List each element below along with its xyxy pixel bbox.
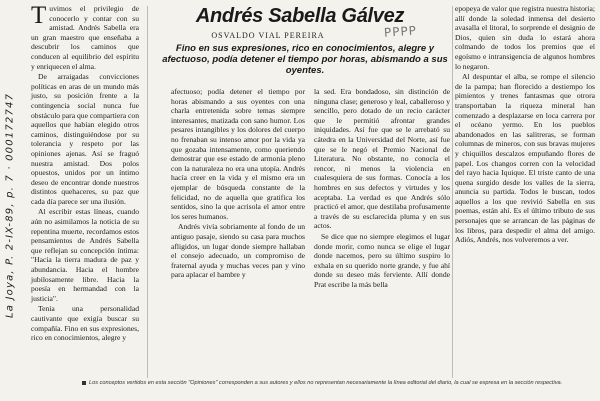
paragraph: afectuoso; podía detener el tiempo por horas abismando a sus oyentes con una charla entretenida sobre temas siempre interesantes, matizada con sano humor. Los pesares intangibles y los dolores del cuerpo no frenaban su intenso amor por la vida ya que gozaba intensamente, como queriendo demostrar que ese estado de armonía pleno con la naturaleza no era una utopía. Andrés hacía creer en la vida y el mismo era un ejemplar de búsqueda constante de la felicidad, no de aquella que gratifica los sentidos, sino la que acrisola el amor entre los seres humanos. (171, 87, 305, 221)
disclaimer-footer (82, 380, 594, 387)
paragraph: Al escribir estas líneas, cuando aún no asimilamos la noticia de su repentina muerte, recordamos estos pensamientos de Andrés Sabella que reflejan su concepción íntima: "Hacia la tierra madura de paz y abundancia. Hacia el hombre jubilosamente libre. Hacia la poesía en hermandad con la justicia". (31, 207, 139, 303)
article-column-1 (31, 4, 139, 344)
paragraph: la sed. Era bondadoso, sin distinción de ninguna clase; generoso y leal, caballeroso y sencillo, pero dotado de un recio carácter que le permitió afrontar grandes iniquidades. Así fue que se le arrebató su cátedra en la Universidad del Norte, así fue que se le negó el Premio Nacional de Literatura. No obstante, no conocía el rencor, ni menos la violencia en cualesquiera de sus formas. Conocía a los hombres en sus defectos y virtudes y los aceptaba. La verdad es que Andrés sólo practicó el amor, que destilaba profusamente a través de su esclarecida pluma y en sus actos. (314, 87, 450, 231)
paragraph: Se dice que no siempre elegimos el lugar donde morir, como nunca se elige el lugar donde nacemos, pero su último suspiro lo exhala en su querido norte grande, y fue ahí donde su deseo más ferviente. Allí donde Prat escribe la más bella (314, 231, 450, 289)
disclaimer-text: Los conceptos vertidos en esta sección "Opiniones" corresponden a sus autores y ellos no representan necesariamente la línea editorial del diario, la cual se expresa en la sección respectiva. (89, 380, 563, 386)
paragraph: Tenía una personalidad cautivante que exigía buscar su compañía. Fino en sus expresiones, rico en conocimientos, alegre y (31, 304, 139, 343)
drop-cap: T (31, 2, 47, 29)
column-divider (452, 6, 453, 378)
paragraph: epopeya de valor que registra nuestra historia; allí donde la soledad inmensa del desierto avasalla el litoral, lo sorprende el designio de Dios, quien sin duda lo estará ahora colmando de todos los premios que el egoísmo e intransigencia de algunos hombres lo negaron. (455, 4, 596, 71)
paragraph: Andrés vivía sobriamente al fondo de un antiguo pasaje, siendo su casa para muchos afligidos, un lugar donde siempre hallaban el consejo adecuado, un compromiso de fraternal ayuda y muchas veces pan y vino para aplacar el hambre y (171, 222, 305, 280)
article-byline: OSVALDO VIAL PEREIRA (211, 31, 325, 40)
article-column-3 (314, 87, 450, 290)
paragraph: De arraigadas convicciones políticas en aras de un mundo más justo, su posición frente a la contingencia social nunca fue obstáculo para que compartiera con aquellos que habían elegido otros caminos, distinguiéndose por su tolerancia y respeto por las opiniones ajenas. Así se fraguó nuestra amistad. Dos polos opuestos, unidos por un íntimo deseo de encontrar donde nuestros distintos quehaceres, su paz que cada día parece ser una ilusión. (31, 72, 139, 206)
article-headline: Andrés Sabella Gálvez (195, 5, 405, 27)
handwritten-stamp: PPPP (383, 23, 418, 40)
article-column-4 (455, 4, 595, 246)
archive-margin-note: La Joya, P. 2-IX-89, p. 7 · 000172747 (4, 92, 16, 319)
bullet-square-icon (82, 381, 86, 385)
column-divider (147, 6, 148, 378)
paragraph: Al despuntar el alba, se rompe el silencio de la pampa; han florecido a destiempo los pimientos y trenes fantasmas que otrora transportaban la riqueza mineral han comenzado a desplazarse en loca carrera por el océano yermo. En los pueblos abandonados en las salitreras, se forman columnas de mineros, con sus bravas mujeres y chiquillos descalzos empuñando flores de papel. Los changos corren con la velocidad del rayo hacia Iquique. El triste canto de una quena surgido desde los valles de la sierra, anuncia su partida. Todos le buscan, todos aquellos a los que revivió Sabella en sus poemas, están ahí. Es el último tributo de sus personajes que se arrancan de las páginas de los libros, para despedir el alma del amigo. Adiós, Andrés, nos volveremos a ver. (455, 72, 595, 245)
article-lead: Fino en sus expresiones, rico en conocimientos, alegre y afectuoso, podía detener el tiempo por horas, abismando a sus oyentes. (162, 43, 448, 76)
paragraph: Tuvimos el privilegio de conocerlo y contar con su amistad. Andrés Sabella era un gran maestro que enseñaba a descubrir los caminos que conducen al equilibrio del espíritu y enriquecen el alma. (31, 2, 139, 71)
article-column-2 (171, 87, 305, 281)
